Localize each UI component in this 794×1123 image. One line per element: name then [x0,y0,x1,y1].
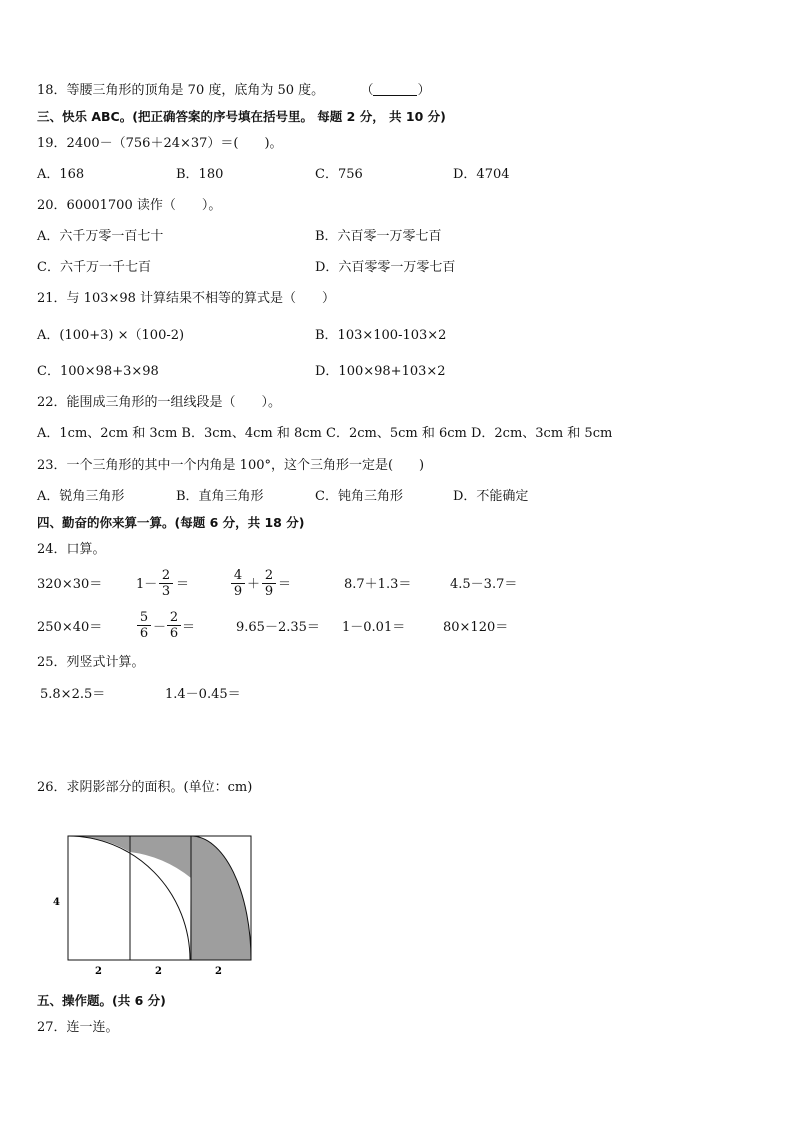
q25-stem: 25．列竖式计算。 [37,655,145,670]
shaded-area-figure [40,828,270,978]
q20-option-c[interactable]: C．六千万一千七百 [37,260,151,275]
q21-option-d[interactable]: D．100×98+103×2 [315,364,446,379]
denominator: 9 [233,584,243,599]
fraction [137,610,151,641]
q20-option-b[interactable]: B．六百零一万零七百 [315,229,442,244]
q21-option-a[interactable]: A．(100+3) ×（100-2) [37,328,185,343]
fraction [159,568,173,599]
calc-2c: 9.65－2.35＝ [236,620,320,635]
calc-1c-equals: ＝ [278,577,292,592]
q19-option-a[interactable]: A．168 [37,167,85,182]
width-label-2: 2 [155,966,162,977]
q25-b: 1.4－0.45＝ [165,687,241,702]
shaded-region [190,836,251,960]
width-label-1: 2 [95,966,102,977]
fraction [262,568,276,599]
fraction [167,610,181,641]
q21-stem: 21．与 103×98 计算结果不相等的算式是（ ） [37,291,336,306]
numerator: 2 [159,568,173,584]
plus-sign: ＋ [247,577,261,592]
calc-2e: 80×120＝ [443,620,509,635]
q18-paren-close: ） [417,83,431,98]
shaded-region [130,836,191,878]
q20-stem: 20．60001700 读作（ ）。 [37,198,222,213]
section-4-title: 四、勤奋的你来算一算。(每题 6 分，共 18 分) [37,515,305,530]
numerator: 4 [231,568,245,584]
q20-option-d[interactable]: D．六百零零一万零七百 [315,260,456,275]
q22-options[interactable]: A．1cm、2cm 和 3cm B．3cm、4cm 和 8cm C．2cm、5cm 和 6cm D．2cm、3cm 和 5cm [37,426,613,441]
q19-option-d[interactable]: D．4704 [453,167,510,182]
height-label: 4 [53,897,60,908]
denominator: 9 [264,584,274,599]
calc-1a: 320×30＝ [37,577,103,592]
numerator: 2 [262,568,276,584]
answer-blank[interactable] [373,83,417,96]
denominator: 3 [161,584,171,599]
q26-stem: 26．求阴影部分的面积。(单位：cm) [37,780,253,795]
calc-1e: 4.5－3.7＝ [450,577,518,592]
minus-sign: － [153,620,167,635]
q19-option-c[interactable]: C．756 [315,167,363,182]
fraction [231,568,245,599]
q19-option-b[interactable]: B．180 [176,167,224,182]
q18-paren-open: （ [360,83,374,98]
q20-option-a[interactable]: A．六千万零一百七十 [37,229,164,244]
denominator: 6 [169,626,179,641]
calc-1b-prefix: 1－ [136,577,158,592]
calc-2a: 250×40＝ [37,620,103,635]
section-3-title: 三、快乐 ABC。(把正确答案的序号填在括号里。 每题 2 分， 共 10 分) [37,109,446,124]
q21-option-c[interactable]: C．100×98+3×98 [37,364,159,379]
q22-stem: 22．能围成三角形的一组线段是（ ）。 [37,395,282,410]
q25-a: 5.8×2.5＝ [40,687,106,702]
width-label-3: 2 [215,966,222,977]
q18-text: 18．等腰三角形的顶角是 70 度，底角为 50 度。 [37,83,325,98]
calc-2b-equals: ＝ [182,620,196,635]
q23-option-a[interactable]: A．锐角三角形 [37,489,125,504]
calc-1d: 8.7＋1.3＝ [344,577,412,592]
q21-option-b[interactable]: B．103×100-103×2 [315,328,447,343]
section-5-title: 五、操作题。(共 6 分) [37,993,166,1008]
q23-stem: 23．一个三角形的其中一个内角是 100°，这个三角形一定是( ) [37,458,425,473]
numerator: 2 [167,610,181,626]
calc-1b-equals: ＝ [176,577,190,592]
q23-option-d[interactable]: D．不能确定 [453,489,529,504]
numerator: 5 [137,610,151,626]
q18 [37,83,430,99]
q19-stem: 19．2400－（756＋24×37）＝( )。 [37,136,283,151]
denominator: 6 [139,626,149,641]
q24-stem: 24．口算。 [37,542,106,557]
q27-stem: 27．连一连。 [37,1020,119,1035]
shaded-region [68,836,130,852]
q23-option-b[interactable]: B．直角三角形 [176,489,264,504]
q23-option-c[interactable]: C．钝角三角形 [315,489,403,504]
calc-2d: 1－0.01＝ [342,620,406,635]
